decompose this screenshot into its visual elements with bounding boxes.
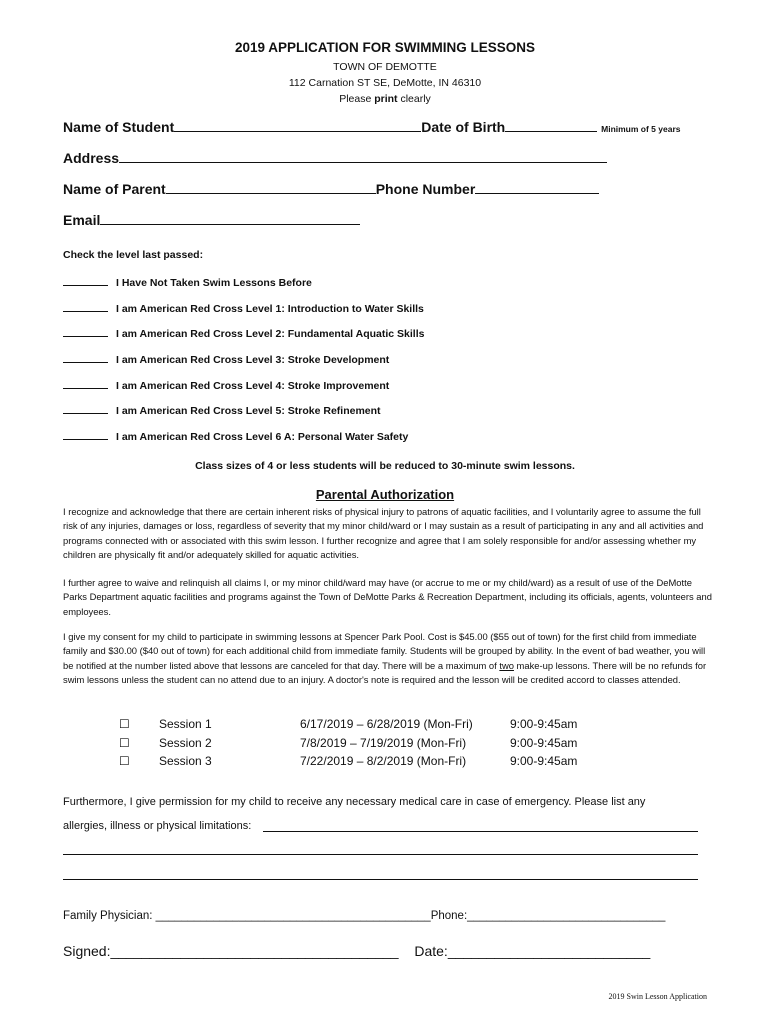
allergies-line-2[interactable] xyxy=(63,842,698,855)
parent-label: Name of Parent xyxy=(63,181,166,197)
signature-field[interactable]: _____________________________________ xyxy=(110,943,399,959)
physician-label: Family Physician: xyxy=(63,910,156,922)
parent-row xyxy=(63,181,599,197)
medical-consent-text: Furthermore, I give permission for my child to receive any necessary medical care in case of emergency. Please list any xyxy=(63,796,646,808)
session-checkbox[interactable]: ☐ xyxy=(119,754,130,768)
level-option xyxy=(63,301,424,315)
level-option xyxy=(63,275,312,289)
session-time: 9:00-9:45am xyxy=(510,717,578,731)
level-blank[interactable] xyxy=(63,301,108,312)
signed-label: Signed: xyxy=(63,943,111,959)
email-field[interactable] xyxy=(100,212,360,225)
level-option xyxy=(63,352,389,366)
session-time: 9:00-9:45am xyxy=(510,736,578,750)
physician-field[interactable]: ___________________________________________ xyxy=(155,910,431,922)
org-name: TOWN OF DEMOTTE xyxy=(333,61,437,73)
level-blank[interactable] xyxy=(63,429,108,440)
session-time: 9:00-9:45am xyxy=(510,754,578,768)
student-name-field[interactable] xyxy=(174,119,421,132)
level-option xyxy=(63,378,389,392)
form-title: 2019 APPLICATION FOR SWIMMING LESSONS xyxy=(234,40,536,55)
session-name: Session 3 xyxy=(159,754,212,768)
date-label: Date: xyxy=(414,943,448,959)
session-dates: 7/22/2019 – 8/2/2019 (Mon-Fri) xyxy=(300,754,467,768)
level-blank[interactable] xyxy=(63,352,108,363)
session-dates: 6/17/2019 – 6/28/2019 (Mon-Fri) xyxy=(300,717,473,731)
session-name: Session 2 xyxy=(159,736,212,750)
physician-phone-label: Phone: xyxy=(430,910,468,922)
email-label: Email xyxy=(63,212,101,228)
physician-row xyxy=(63,910,665,922)
level-option xyxy=(63,429,408,443)
print-instruction: Please print clearly xyxy=(339,93,431,105)
level-label: I am American Red Cross Level 4: Stroke Improvement xyxy=(116,380,390,392)
level-label: I Have Not Taken Swim Lessons Before xyxy=(116,277,312,289)
student-label: Name of Student xyxy=(63,119,175,135)
phone-label: Phone Number xyxy=(375,181,476,197)
student-row xyxy=(63,119,680,135)
date-field[interactable]: __________________________ xyxy=(447,943,651,959)
org-address: 112 Carnation ST SE, DeMotte, IN 46310 xyxy=(288,77,482,89)
email-row xyxy=(63,212,360,228)
signature-row xyxy=(63,943,650,959)
level-label: I am American Red Cross Level 6 A: Personal Water Safety xyxy=(116,431,409,443)
session-name: Session 1 xyxy=(159,717,212,731)
session-checkbox[interactable]: ☐ xyxy=(119,717,130,731)
physician-phone-field[interactable]: _______________________________ xyxy=(467,910,666,922)
address-row xyxy=(63,150,607,166)
dob-label: Date of Birth xyxy=(421,119,506,135)
phone-field[interactable] xyxy=(475,181,599,194)
allergies-line-3[interactable] xyxy=(63,867,698,880)
level-label: I am American Red Cross Level 1: Introduction to Water Skills xyxy=(116,303,424,315)
session-dates: 7/8/2019 – 7/19/2019 (Mon-Fri) xyxy=(300,736,467,750)
level-blank[interactable] xyxy=(63,275,108,286)
level-blank[interactable] xyxy=(63,326,108,337)
address-field[interactable] xyxy=(119,150,607,163)
authorization-title: Parental Authorization xyxy=(315,487,455,502)
level-blank[interactable] xyxy=(63,403,108,414)
level-option xyxy=(63,403,381,417)
allergies-field[interactable] xyxy=(263,819,698,832)
level-label: I am American Red Cross Level 2: Fundamental Aquatic Skills xyxy=(116,328,425,340)
waiver-paragraph: I further agree to waive and relinquish all claims I, or my minor child/ward may have (or accrue to me or my child/ward) as a result of use of the DeMotte Parks Department aquatic facilities and programs against the Town of DeMotte Parks & Recreation Department, including its officials, agents, volunteers and employees. xyxy=(63,577,712,617)
dob-field[interactable] xyxy=(505,119,597,132)
address-label: Address xyxy=(63,150,120,166)
level-option xyxy=(63,326,424,340)
consent-paragraph: I give my consent for my child to participate in swimming lessons at Spencer Park Pool. Cost is $45.00 ($55 out of town) for the first child from immediate family and $30.00 ($40 out of town) for each additional child from immediate family. Students will be grouped by ability. In the event of bad weather, you will be notified at the number listed above that lessons are canceled for that day. There will be a maximum of two make-up lessons. There will be no refunds for swim lessons unless the student can no attend due to an injury. A doctor's note is required and the lesson will be credited accord to classes attended. xyxy=(63,631,707,685)
risk-paragraph: I recognize and acknowledge that there are certain inherent risks of physical injury to patrons of aquatic facilities, and I voluntarily agree to assume the full risk of any injuries, damages or loss, regardless of severity that my minor child/ward or I may sustain as a result of participating in any and all activities and programs connected with or associated with this swim lesson. I further recognize and agree that I am solely responsible for and/or assessing whether my children are physically fit and/or adequately skilled for aquatic activities. xyxy=(63,506,704,560)
level-label: I am American Red Cross Level 5: Stroke Refinement xyxy=(116,405,381,417)
level-blank[interactable] xyxy=(63,378,108,389)
footer-text: 2019 Swin Lesson Application xyxy=(608,992,707,1001)
parent-name-field[interactable] xyxy=(166,181,376,194)
min-age-note: Minimum of 5 years xyxy=(601,124,681,134)
levels-heading: Check the level last passed: xyxy=(63,249,204,261)
level-label: I am American Red Cross Level 3: Stroke Development xyxy=(116,354,390,366)
allergies-label: allergies, illness or physical limitations: xyxy=(63,820,252,832)
class-size-note: Class sizes of 4 or less students will be reduced to 30-minute swim lessons. xyxy=(195,460,575,472)
session-checkbox[interactable]: ☐ xyxy=(119,736,130,750)
